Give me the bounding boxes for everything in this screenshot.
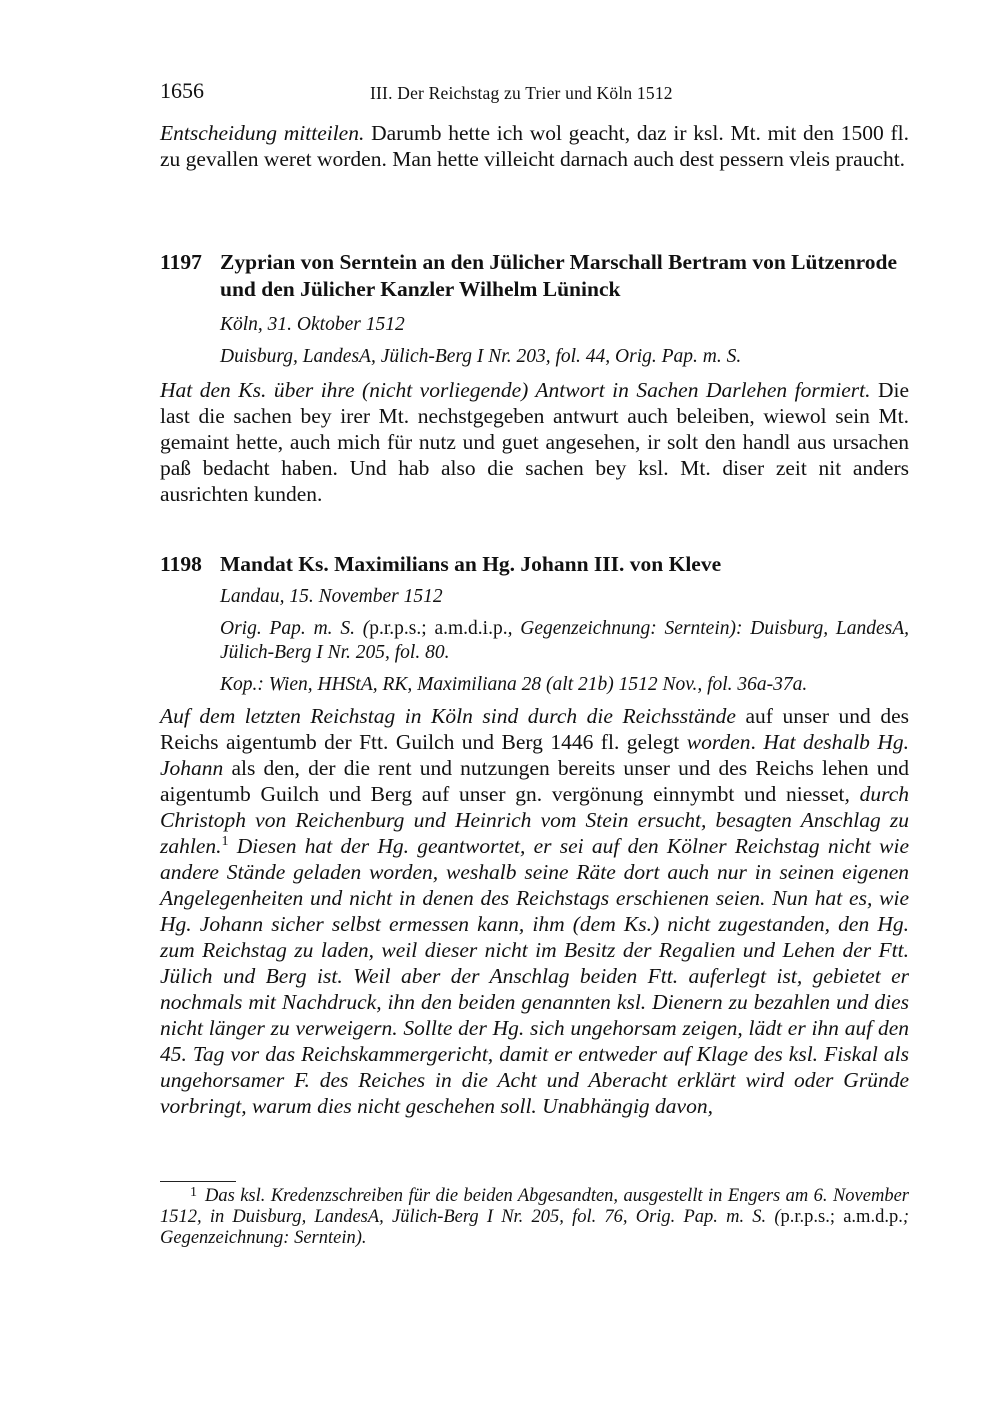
body-part: Diesen hat der Hg. geantwortet, er sei auf den Kölner Reichstag nicht wie andere Stände geladen worden, weshalb seine Räte dort auch nur in seinen eigenen Angelegenheiten und nicht in denen des Reichstags erschienen seien. Nun hat es, wie Hg. Johann sicher selbst ermessen kann, ihm (dem Ks.) nicht zugestanden, den Hg. zum Reichstag zu laden, weil dieser nicht im Besitz der Regalien und Lehen der Ftt. Jülich und Berg ist. Weil aber der Anschlag beiden Ftt. auferlegt ist, gebietet er nochmals mit Nachdruck, ihn den beiden genannten ksl. Dienern zu bezahlen und dies nicht länger zu verweigern. Sollte der Hg. sich ungehorsam zeigen, lädt er ihn auf den 45. Tag vor das Reichskammergericht, damit er entweder auf Klage des ksl. Fiskal als ungehorsamer F. des Reiches in die Acht und Aberacht erklärt wird oder Gründe vorbringt, warum dies nicht geschehen soll. Unabhängig davon, — [160, 834, 909, 1118]
source-part: Orig. Pap. m. S. ( — [220, 618, 370, 639]
entry-body — [160, 703, 909, 1119]
body-part: Auf dem letzten Reichstag in Köln sind durch die Reichsstände — [160, 704, 736, 728]
entry-heading — [160, 249, 909, 303]
footnote-part: Das ksl. Kredenzschreiben für die beiden Abgesandten, ausgestellt in Engers am 6. November 1512, in Duisburg, LandesA, Jülich-Berg I Nr. 205, fol. 76, Orig. Pap. m. S. ( — [160, 1186, 909, 1227]
footnote-part: a.m.d.p. — [843, 1207, 903, 1227]
entry-place-date: Köln, 31. Oktober 1512 — [220, 314, 405, 335]
entry-source — [160, 617, 909, 665]
body-part: . — [750, 730, 764, 754]
entry-title: Zyprian von Serntein an den Jülicher Marschall Bertram von Lützenrode und den Jülicher Kanzler Wilhelm Lüninck — [220, 250, 898, 301]
entry-number: 1197 — [160, 250, 202, 274]
page-number: 1656 — [160, 78, 204, 103]
footnote-part: ; Gegenzeichnung: Serntein). — [160, 1207, 909, 1248]
intro-italic: Entscheidung mitteilen. — [160, 121, 365, 145]
footnote-mark: 1 — [190, 1185, 197, 1200]
entry-body — [160, 377, 909, 507]
entry-place-date: Landau, 15. November 1512 — [220, 586, 443, 607]
body-part: , durch Christoph von Reichenburg und Heinrich vom Stein ersucht, besagten Anschlag zu zahlen. — [160, 782, 909, 858]
source-part: a.m.d.i.p. — [434, 618, 508, 639]
footnote-ref[interactable]: 1 — [221, 834, 229, 849]
body-part: worden — [686, 730, 751, 754]
body-part: auf unser und des Reichs aigentumb der Ftt. Guilch und Berg 1446 fl. gelegt — [160, 704, 910, 754]
entry-number: 1198 — [160, 552, 202, 576]
footnote-part — [835, 1207, 843, 1227]
entry-1197 — [160, 249, 909, 507]
footnote — [160, 1186, 909, 1249]
page-header — [160, 78, 909, 106]
entry-title: Mandat Ks. Maximilians an Hg. Johann III. von Kleve — [220, 552, 722, 576]
entry-text: Die last die sachen bey irer Mt. nechstgegeben antwurt auch beleiben, wiewol sein Mt. gemaint hette, auch mich für nutz und guet angesehen, ir solt den handl aus ursachen paß bedacht haben. Und hab also die sachen bey ksl. Mt. diser zeit nit anders ausrichten kunden. — [160, 378, 910, 506]
entry-heading — [160, 551, 909, 578]
entry-source: Duisburg, LandesA, Jülich-Berg I Nr. 203, fol. 44, Orig. Pap. m. S. — [220, 346, 742, 367]
entry-summary: Hat den Ks. über ihre (nicht vorliegende) Antwort in Sachen Darlehen formiert. — [160, 378, 871, 402]
body-part: als den, der die rent und nutzungen bereits unser und des Reichs lehen und aigentumb Guilch und Berg auf unser gn. vergönung einnymbt und niesset — [160, 756, 909, 806]
entry-copy: Kop.: Wien, HHStA, RK, Maximiliana 28 (alt 21b) 1512 Nov., fol. 36a-37a. — [220, 674, 808, 695]
running-head: III. Der Reichstag zu Trier und Köln 1512 — [370, 83, 673, 103]
intro-paragraph — [160, 120, 909, 172]
source-part: , Gegenzeichnung: Serntein): Duisburg, LandesA, Jülich-Berg I Nr. 205, fol. 80. — [220, 618, 909, 663]
body-part: Hat deshalb Hg. Johann — [160, 730, 910, 780]
entry-1198 — [160, 551, 909, 1119]
footnote-part: p.r.p.s.; — [780, 1207, 836, 1227]
intro-text: Darumb hette ich wol geacht, daz ir ksl. Mt. mit den 1500 fl. zu gevallen weret worden. Man hette villeicht darnach auch dest pessern vleis praucht. — [160, 121, 909, 171]
footnote-divider — [160, 1181, 236, 1182]
source-part: p.r.p.s.; — [369, 618, 427, 639]
